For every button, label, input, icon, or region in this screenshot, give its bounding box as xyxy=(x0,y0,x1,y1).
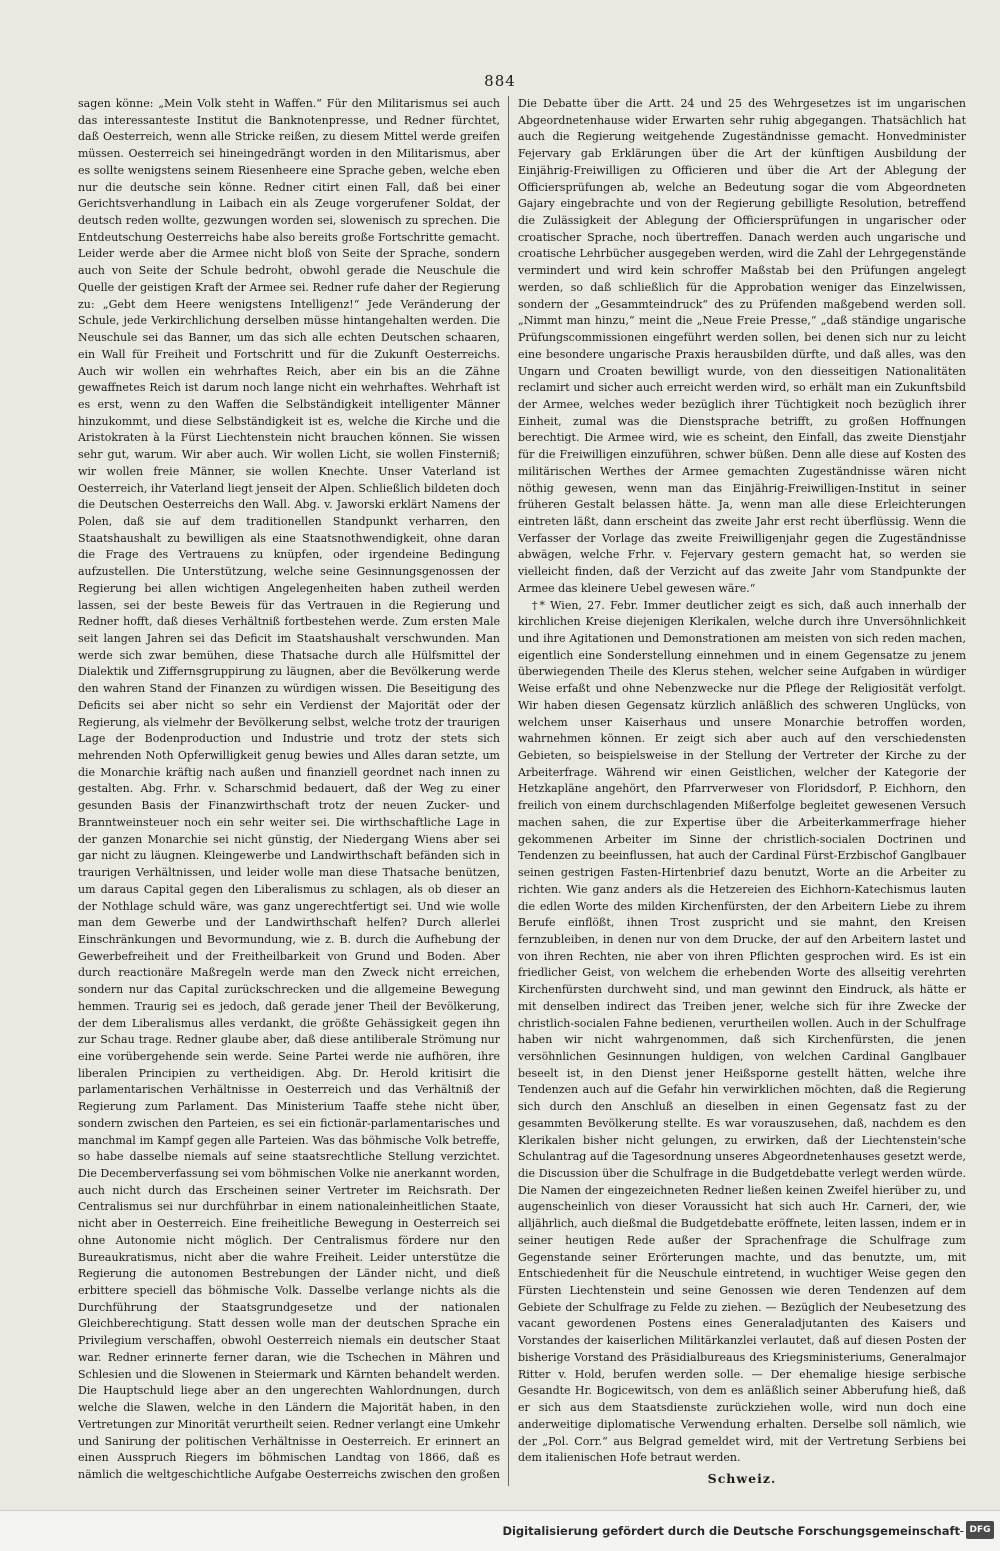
dfg-logo-icon: DFG xyxy=(966,1521,994,1539)
article-paragraph: sagen könne: „Mein Volk steht in Waffen.“ Für den Militarismus sei auch das interessanteste Institut die Banknotenpresse, und Redner fürchtet, daß Oesterreich, wenn alle Stricke reißen, zu diesem Mittel werde greifen müssen. Oesterreich sei hineingedrängt worden in den Militarismus, aber es sollte wenigstens seinem Riesenheere eine Sprache geben, welche eben nur die deutsche sein könne. Redner citirt einen Fall, daß bei einer Gerichtsverhandlung in Laibach ein als Zeuge vorgerufener Soldat, der deutsch reden wollte, gezwungen worden sei, slowenisch zu sprechen. Die Entdeutschung Oesterreichs habe also bereits große Fortschritte gemacht. Leider werde aber die Armee nicht bloß von Seite der Sprache, sondern auch von Seite der Schule bedroht, obwohl gerade die Neuschule die Quelle der geistigen Kraft der Armee sei. Redner rufe daher der Regierung zu: „Gebt dem Heere wenigstens Intelligenz!“ Jede Veränderung der Schule, jede Verkirchlichung derselben müsse hintangehalten werden. Die Neuschule sei das Banner, um das sich alle echten Deutschen schaaren, ein Wall für Freiheit und Fortschritt und für die Zukunft Oesterreichs. Auch wir wollen ein wehrhaftes Reich, aber ein bis an die Zähne gewaffnetes Reich ist darum noch lange nicht ein wehrhaftes. Wehrhaft ist es erst, wenn zu den Waffen die Selbständigkeit intelligenter Männer hinzukommt, und diese Selbständigkeit ist es, welche die Kirche und die Aristokraten à la Fürst Liechtenstein nicht brauchen können. Sie wissen sehr gut, warum. Wir aber auch. Wir wollen Licht, sie wollen Finsterniß; wir wollen freie Männer, sie wollen Knechte. Unser Vaterland ist Oesterreich, ihr Vaterland liegt jenseit der Alpen. Schließlich bildeten doch die Deutschen Oesterreichs den Wall. Abg. v. Jaworski erklärt Namens der Polen, daß sie auf dem traditionellen Standpunkt verharren, den Staatshaushalt zu bewilligen als eine Staatsnothwendigkeit, ohne daran die Frage des Vertrauens zu knüpfen, oder irgendeine Bedingung aufzustellen. Die Unterstützung, welche seine Gesinnungsgenossen der Regierung bei allen wichtigen Angelegenheiten haben zutheil werden lassen, sei der beste Beweis für das Vertrauen in die Regierung und Redner hofft, daß dieses Verhältniß fortbestehen werde. Zum ersten Male seit langen Jahren sei das Deficit im Staatshaushalt verschwunden. Man werde sich zwar bemühen, diese Thatsache durch alle Hülfsmittel der Dialektik und Ziffernsgruppirung zu läugnen, aber die Bevölkerung werde den wahren Stand der Finanzen zu würdigen wissen. Die Beseitigung des Deficits sei aber nicht so sehr ein Verdienst der Majorität oder der Regierung, als vielmehr der Bevölkerung selbst, welche trotz der traurigen Lage der Bodenproduction und Industrie und trotz der stets sich mehrenden Noth Opferwilligkeit genug bewies und Alles daran setzte, um die Monarchie kräftig nach außen und finanziell geordnet nach innen zu gestalten. Abg. Frhr. v. Scharschmid bedauert, daß der Weg zu einer gesunden Basis der Finanzwirthschaft trotz der neuen Zucker- und Branntweinsteuer noch ein sehr weiter sei. Die wirthschaftliche Lage in der ganzen Monarchie sei nicht günstig, der Niedergang Wiens aber sei gar nicht zu läugnen. Kleingewerbe und Landwirthschaft befänden sich in traurigen Verhältnissen, und leider wolle man diese Thatsache benützen, um daraus Capital gegen den Liberalismus zu schlagen, als ob dieser an der Nothlage schuld wäre, was ganz ungerechtfertigt sei. Und wie wolle man dem Gewerbe und der Landwirthschaft helfen? Durch allerlei Einschränkungen und Bevormundung, wie z. B. durch die Aufhebung der Gewerbefreiheit und der Freitheilbarkeit von Grund und Boden. Aber durch reactionäre Maßregeln werde man den Zweck nicht erreichen, sondern nur das Capital zurückschrecken und die allgemeine Bewegung hemmen. Traurig sei es jedoch, daß gerade jener Theil der Bevölkerung, der dem Liberalismus alles verdankt, die größte Gehässigkeit gegen ihn zur Schau trage. Redner glaube aber, daß diese antiliberale Strömung nur eine vorübergehende sein werde. Seine Partei werde nie aufhören, ihre liberalen Principien zu vertheidigen. Abg. Dr. Herold kritisirt die parlamentarischen Verhältnisse in Oesterreich und das Verhältniß der Regierung zum Parlament. Das Ministerium Taaffe stehe nicht über, sondern zwischen den Parteien, es sei ein fictionär-parlamentarisches und manchmal im Kampf gegen alle Parteien. Was das böhmische Volk betreffe, so habe dasselbe niemals auf seine staatsrechtliche Stellung verzichtet. Die Decemberverfassung sei vom böhmischen Volke nie anerkannt worden, auch nicht durch das Erscheinen seiner Vertreter im Reichsrath. Der Centralismus sei nur durchführbar in einem nationaleinheitlichen Staate, nicht aber in Oesterreich. Eine freiheitliche Bewegung in Oesterreich sei ohne Autonomie nicht möglich. Der Centralismus fördere nur den Bureaukratismus, nicht aber die wahre Freiheit. Leider unterstütze die Regierung die autonomen Bestrebungen der Länder nicht, und dieß erbittere speciell das böhmische Volk. Dasselbe verlange nichts als die Durchführung der Staatsgrundgesetze und der nationalen Gleichberechtigung. Statt dessen wolle man der deutschen Sprache ein Privilegium verschaffen, obwohl Oesterreich niemals ein deutscher Staat war. Redner erinnerte ferner daran, wie die Tschechen in Mähren und Schlesien und die Slowenen in Steiermark und Kärnten behandelt werden. Die Hauptschuld liege aber an den ungerechten Wahlordnungen, durch welche die Slawen, welche in den Ländern die Majorität haben, in den Vertretungen zur Minorität verurtheilt seien. Redner verlangt eine Umkehr und Sanirung der politischen Verhältnisse in Oesterreich. Er erinnert an einen Ausspruch Riegers im böhmischen Landtag von 1866, daß es nämlich die weltgeschichtliche Aufgabe Oesterreichs zwischen den großen xyxy=(78,97,500,1481)
left-column xyxy=(78,96,500,1486)
footer-bar xyxy=(0,1510,1000,1551)
article-paragraph: †* Wien, 27. Febr. Immer deutlicher zeigt es sich, daß auch innerhalb der kirchlichen Kreise diejenigen Klerikalen, welche durch ihre Unversöhnlichkeit und ihre Agitationen und Demonstrationen am meisten von sich reden machen, eigentlich eine Sonderstellung einnehmen und in einem Gegensatze zu jenem überwiegenden Theile des Klerus stehen, welcher seine Aufgaben in würdiger Weise erfaßt und ohne Nebenzwecke nur die Pflege der Religiosität verfolgt. Wir haben diesen Gegensatz kürzlich anläßlich des schweren Unglücks, von welchem unser Kaiserhaus und unsere Monarchie betroffen worden, wahrnehmen können. Er zeigt sich aber auch auf den verschiedensten Gebieten, so beispielsweise in der Stellung der Vertreter der Kirche zu der Arbeiterfrage. Während wir einen Geistlichen, welcher der Kategorie der Hetzkapläne angehört, den Pfarrverweser von Floridsdorf, P. Eichhorn, den freilich von einem durchschlagenden Mißerfolge begleitet gewesenen Versuch machen sahen, die zur Expertise über die Arbeiterkammerfrage hieher gekommenen Arbeiter im Sinne der christlich-socialen Doctrinen und Tendenzen zu beeinflussen, hat auch der Cardinal Fürst-Erzbischof Ganglbauer seinen gestrigen Fasten-Hirtenbrief dazu benutzt, Worte an die Arbeiter zu richten. Wie ganz anders als die Hetzereien des Eichhorn-Katechismus lauten die edlen Worte des milden Kirchenfürsten, der den Arbeitern Liebe zu ihrem Berufe einflößt, ihnen Trost zuspricht und sie mahnt, den Kreisen fernzubleiben, in denen nur von dem Drucke, der auf den Arbeitern lastet und von ihren Rechten, nie aber von ihren Pflichten gesprochen wird. Es ist ein friedlicher Geist, von welchem die erhebenden Worte des allseitig verehrten Kirchenfürsten durchweht sind, und man gewinnt den Eindruck, als hätte er mit denselben indirect das Treiben jener, welche sich für ihre Zwecke der christlich-socialen Fahne bedienen, verurtheilen wollen. Auch in der Schulfrage haben wir nicht wahrgenommen, daß sich Kirchenfürsten, die jenen versöhnlichen Gesinnungen huldigen, von welchen Cardinal Ganglbauer beseelt ist, in den Dienst jener Heißsporne gestellt hätten, welche ihre Tendenzen auch auf die Gefahr hin verwirklichen möchten, daß die Regierung sich durch den Anschluß an dieselben in einen Gegensatz fast zu der gesammten Bevölkerung stellte. Es war vorauszusehen, daß, nachdem es den Klerikalen bisher nicht gelungen, zu erwirken, daß der Liechtenstein'sche Schulantrag auf die Tagesordnung unseres Abgeordnetenhauses gesetzt werde, die Discussion über die Schulfrage in die Budgetdebatte verlegt werden würde. Die Namen der eingezeichneten Redner ließen keinen Zweifel hierüber zu, und augenscheinlich von dieser Voraussicht hat sich auch Hr. Carneri, der, wie alljährlich, auch dießmal die Budgetdebatte eröffnete, leiten lassen, indem er in seiner heutigen Rede außer der Sprachenfrage die Schulfrage zum Gegenstande seiner Erörterungen machte, und das benutzte, um, mit Entschiedenheit für die Neuschule eintretend, in wuchtiger Weise gegen den Fürsten Liechtenstein und seine Genossen wie deren Tendenzen auf dem Gebiete der Schulfrage zu Felde zu ziehen. — Bezüglich der Neubesetzung des vacant gewordenen Postens eines Generaladjutanten des Kaisers und Vorstandes der kaiserlichen Militärkanzlei verlautet, daß auf diesen Posten der bisherige Vorstand des Präsidialbureaus des Kriegsministeriums, Generalmajor Ritter v. Hold, berufen werden solle. — Der ehemalige hiesige serbische Gesandte Hr. Bogicewitsch, von dem es anläßlich seiner Abberufung hieß, daß er sich aus dem Staatsdienste zurückziehen wolle, wird nun doch eine anderweitige diplomatische Verwendung erhalten. Derselbe soll nämlich, wie der „Pol. Corr.“ aus Belgrad gemeldet wird, mit der Vertretung Serbiens bei dem italienischen Hofe betraut werden. xyxy=(518,598,966,1465)
page-number: 884 xyxy=(484,72,516,90)
column-divider xyxy=(508,96,509,1486)
footer-separator: - xyxy=(959,1524,964,1538)
right-column xyxy=(518,96,966,1486)
article-paragraph: Die Debatte über die Artt. 24 und 25 des Wehrgesetzes ist im ungarischen Abgeordnetenhause wider Erwarten sehr ruhig abgegangen. Thatsächlich hat auch die Regierung weitgehende Zugeständnisse gemacht. Honvedminister Fejervary gab Erklärungen über die Art der künftigen Ausbildung der Einjährig-Freiwilligen zu Officieren und über die Art der Ablegung der Officiersprüfungen ab, welche an Bedeutung sogar die vom Abgeordneten Gajary eingebrachte und von der Regierung gebilligte Resolution, betreffend die Zulässigkeit der Ablegung der Officiersprüfungen in ungarischer oder croatischer Sprache, noch übertreffen. Danach werden auch ungarische und croatische Lehrbücher ausgegeben werden, wird die Zahl der Lehrgegenstände vermindert und wird kein schroffer Maßstab bei den Prüfungen angelegt werden, so daß schließlich für die Approbation weniger das Einzelwissen, sondern der „Gesammteindruck“ des zu Prüfenden maßgebend werden soll. „Nimmt man hinzu,“ meint die „Neue Freie Presse,“ „daß ständige ungarische Prüfungscommissionen eingeführt werden sollen, bei denen sich nur zu leicht eine besondere ungarische Praxis herausbilden dürfte, und daß alles, was den Ungarn und Croaten bewilligt wurde, von den diesseitigen Nationalitäten reclamirt und sicher auch erreicht werden wird, so erhält man ein Zukunftsbild der Armee, welches weder bezüglich ihrer Tüchtigkeit noch bezüglich ihrer Einheit, zumal was die Dienstsprache betrifft, zu großen Hoffnungen berechtigt. Die Armee wird, wie es scheint, den Einfall, das zweite Dienstjahr für die Freiwilligen einzuführen, schwer büßen. Denn alle diese auf Kosten des militärischen Werthes der Armee gemachten Zugeständnisse wären nicht nöthig gewesen, wenn man das Einjährig-Freiwilligen-Institut in seiner früheren Gestalt belassen hätte. Ja, wenn man alle diese Erleichterungen eintreten läßt, dann erscheint das zweite Jahr erst recht überflüssig. Wenn die Verfasser der Vorlage das zweite Freiwilligenjahr gegen die Zugeständnisse abwägen, welche Frhr. v. Fejervary gestern gemacht hat, so werden sie vielleicht finden, daß der Verzicht auf das zweite Jahr vom Standpunkte der Armee das kleinere Uebel gewesen wäre.“ xyxy=(518,97,966,595)
funding-notice: Digitalisierung gefördert durch die Deutsche Forschungsgemeinschaft xyxy=(502,1524,960,1538)
section-heading: Schweiz. xyxy=(707,1470,777,1486)
